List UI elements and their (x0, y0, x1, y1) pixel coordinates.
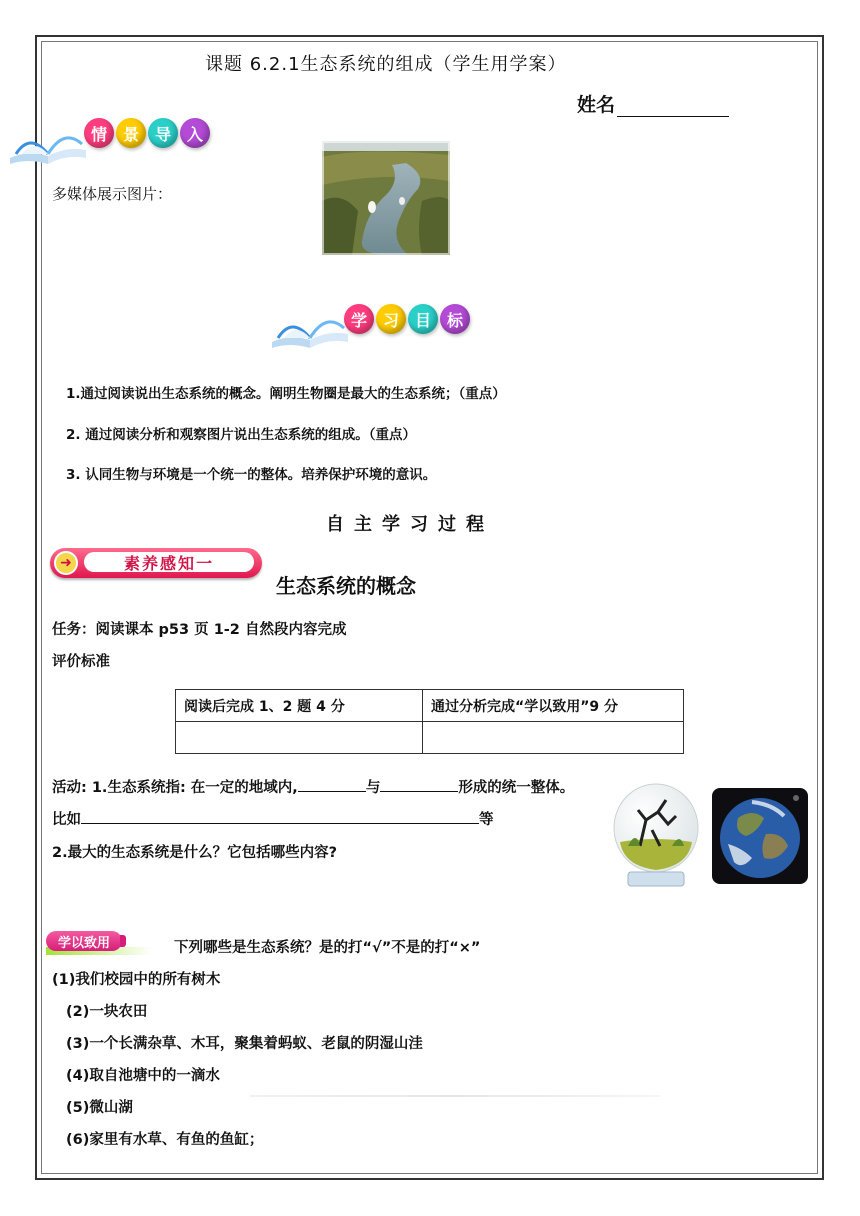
banner-ball: 情 (84, 118, 114, 148)
apply-badge (46, 925, 152, 955)
banner-scenario-intro (8, 118, 213, 168)
table-row (176, 690, 684, 722)
name-blank-line[interactable] (617, 98, 729, 117)
intro-text: 多媒体展示图片： (52, 185, 173, 203)
open-book-icon (8, 124, 88, 166)
section-badge-label: 素养感知一 (84, 552, 254, 572)
section-badge (50, 548, 262, 578)
banner-goals-balls (344, 304, 470, 334)
activity-question-2: 2.最大的生态系统是什么？它包括哪些内容? (52, 845, 338, 861)
list-item: (2)一块农田 (66, 1004, 148, 1020)
list-item: (3)一个长满杂草、木耳，聚集着蚂蚁、老鼠的阴湿山洼 (66, 1036, 423, 1052)
banner-ball: 学 (344, 304, 374, 334)
banner-ball: 入 (180, 118, 210, 148)
table-cell-blank[interactable] (423, 722, 684, 754)
open-book-icon (270, 308, 350, 350)
eval-table (175, 689, 684, 754)
list-item: (1)我们校园中的所有树木 (52, 972, 221, 988)
banner-ball: 标 (440, 304, 470, 334)
divider (250, 1095, 660, 1097)
banner-scenario-balls (84, 118, 210, 148)
lesson-title: 课题 6.2.1生态系统的组成（学生用学案） (205, 54, 567, 75)
table-row (176, 722, 684, 754)
apply-prompt: 下列哪些是生态系统？是的打“√”不是的打“×” (174, 940, 481, 956)
apply-badge-label: 学以致用 (46, 931, 122, 951)
name-label: 姓名 (577, 94, 616, 116)
goal-item: 2. 通过阅读分析和观察图片说出生态系统的组成。（重点） (66, 427, 416, 443)
activity-line-2: 比如 等 (52, 808, 494, 829)
banner-ball: 习 (376, 304, 406, 334)
table-cell: 阅读后完成 1、2 题 4 分 (176, 690, 423, 722)
table-cell-blank[interactable] (176, 722, 423, 754)
banner-ball: 目 (408, 304, 438, 334)
student-name-field[interactable] (577, 90, 729, 117)
section-heading: 生态系统的概念 (276, 574, 416, 598)
process-title: 自主学习过程 (326, 514, 494, 535)
fill-blank-examples[interactable] (81, 809, 479, 824)
earth-image (712, 788, 808, 884)
table-cell: 通过分析完成“学以致用”9 分 (423, 690, 684, 722)
fill-blank-1[interactable] (298, 777, 366, 792)
fill-blank-2[interactable] (380, 777, 458, 792)
list-item: (6)家里有水草、有鱼的鱼缸； (66, 1132, 264, 1148)
banner-ball: 导 (148, 118, 178, 148)
activity-line-1: 活动: 1.生态系统指: 在一定的地域内, 与 形成的统一整体。 (52, 776, 574, 797)
arrow-right-icon: ➜ (54, 551, 78, 575)
wetland-photo (322, 141, 450, 255)
terrarium-image (610, 780, 702, 888)
eval-label: 评价标准 (52, 654, 110, 670)
task-text: 任务：阅读课本 p53 页 1-2 自然段内容完成 (52, 622, 347, 638)
list-item: (4)取自池塘中的一滴水 (66, 1068, 220, 1084)
goal-item: 1.通过阅读说出生态系统的概念。阐明生物圈是最大的生态系统；（重点） (66, 386, 506, 402)
banner-learning-goals (270, 300, 480, 350)
goal-item: 3. 认同生物与环境是一个统一的整体。培养保护环境的意识。 (66, 467, 437, 483)
banner-ball: 景 (116, 118, 146, 148)
list-item: (5)微山湖 (66, 1100, 133, 1116)
